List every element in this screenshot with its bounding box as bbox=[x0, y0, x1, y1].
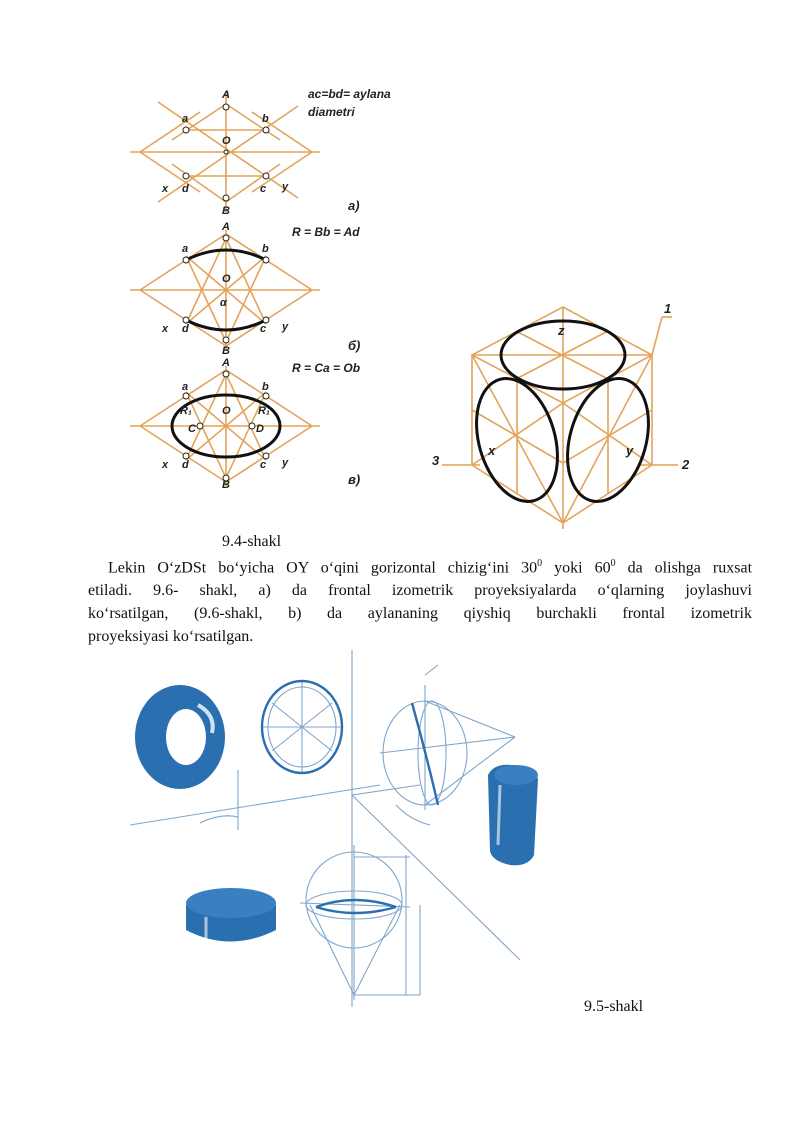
note-line2: diametri bbox=[308, 105, 355, 119]
label-a: a bbox=[182, 113, 189, 125]
disk-object-left bbox=[186, 888, 276, 942]
figure-9-5 bbox=[120, 645, 570, 1010]
panel-a-label: a) bbox=[348, 198, 360, 213]
label-alpha: α bbox=[220, 297, 227, 309]
label-B-b: B bbox=[222, 345, 230, 357]
caption-9-5: 9.5-shakl bbox=[584, 998, 644, 1015]
label-R1b: R₁ bbox=[258, 405, 270, 417]
note-line1: ac=bd= aylana bbox=[308, 87, 391, 101]
label-a-b: a bbox=[182, 243, 189, 255]
label-O-b: O bbox=[222, 273, 231, 285]
cube-label-z: z bbox=[558, 323, 565, 338]
paragraph-line-1: Lekin O‘zDSt bo‘yicha OY o‘qini gorizontal chizig‘ini $30^0$ yoki $60^0$ da olishga ruxsat bbox=[108, 558, 753, 577]
label-b-c: b bbox=[262, 381, 269, 393]
label-x-b: x bbox=[162, 323, 169, 335]
figure-9-4-cube bbox=[420, 295, 710, 530]
panel-b-label: б) bbox=[348, 338, 361, 353]
cube-label-y: y bbox=[626, 443, 634, 458]
label-A: A bbox=[222, 89, 230, 101]
label-x-c: x bbox=[162, 459, 169, 471]
caption-9-4: 9.4-shakl bbox=[222, 533, 282, 550]
label-B: B bbox=[222, 205, 230, 217]
body-paragraph bbox=[88, 552, 752, 648]
label-D: D bbox=[256, 423, 264, 435]
paragraph-line-2: etiladi. 9.6- shakl, a) da frontal izometrik proyeksiyalarda o‘qlarning joylashuvi bbox=[88, 582, 752, 600]
label-d-c: d bbox=[182, 459, 189, 471]
paragraph-line-3: ko‘rsatilgan, (9.6-shakl, b) da aylananing qiyshiq burchakli frontal izometrik bbox=[88, 605, 752, 623]
label-y-c: y bbox=[282, 457, 289, 469]
label-B-c: B bbox=[222, 479, 230, 491]
label-c-b: c bbox=[260, 323, 267, 335]
figure-9-4-left bbox=[120, 80, 420, 500]
cube-label-x: x bbox=[488, 443, 496, 458]
label-C: C bbox=[188, 423, 196, 435]
paragraph-line-4: proyeksiyasi ko‘rsatilgan. bbox=[88, 628, 254, 646]
formula-b: R = Bb = Ad bbox=[292, 225, 360, 239]
disk-object-right bbox=[488, 765, 538, 866]
label-c: c bbox=[260, 183, 267, 195]
panel-c-label: в) bbox=[348, 472, 361, 487]
label-x: x bbox=[162, 183, 169, 195]
label-b: b bbox=[262, 113, 269, 125]
label-d: d bbox=[182, 183, 189, 195]
label-y: y bbox=[282, 181, 289, 193]
cube-label-3: 3 bbox=[432, 453, 440, 468]
label-A-b: A bbox=[222, 221, 230, 233]
label-y-b: y bbox=[282, 321, 289, 333]
cube-label-2: 2 bbox=[682, 457, 690, 472]
label-O-c: O bbox=[222, 405, 231, 417]
label-b-b: b bbox=[262, 243, 269, 255]
label-d-b: d bbox=[182, 323, 189, 335]
formula-c: R = Ca = Ob bbox=[292, 361, 361, 375]
label-O: O bbox=[222, 135, 231, 147]
ring-object bbox=[135, 685, 225, 789]
cube-label-1: 1 bbox=[664, 301, 672, 316]
label-a-c: a bbox=[182, 381, 189, 393]
label-c-c: c bbox=[260, 459, 267, 471]
label-R1: R₁ bbox=[180, 405, 192, 417]
label-A-c: A bbox=[222, 357, 230, 369]
